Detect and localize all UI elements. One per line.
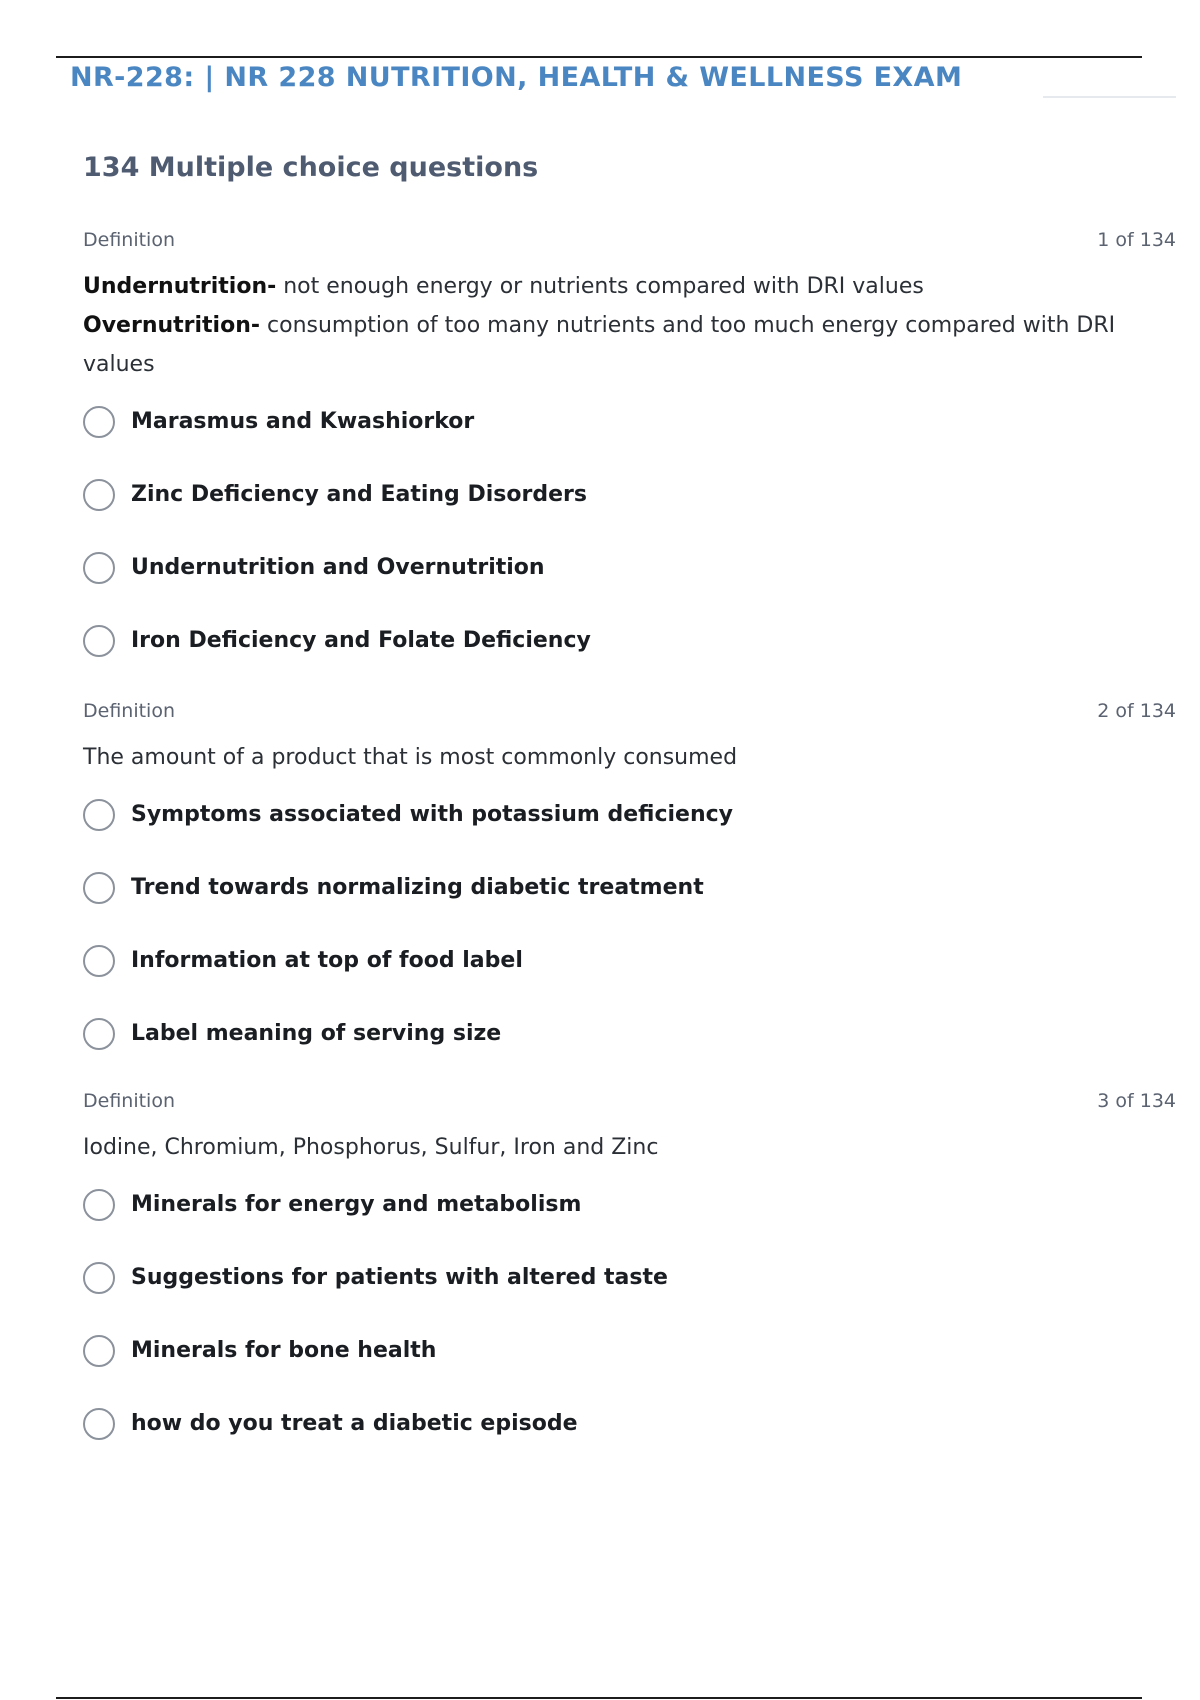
answer-option-label: Marasmus and Kwashiorkor bbox=[131, 409, 475, 434]
answer-option[interactable] bbox=[83, 404, 1176, 477]
radio-button[interactable] bbox=[83, 552, 115, 584]
question-header bbox=[83, 700, 1176, 726]
answer-option-label: Trend towards normalizing diabetic treatment bbox=[131, 875, 704, 900]
question-counter: 1 of 134 bbox=[1097, 229, 1176, 251]
answer-option-label: Suggestions for patients with altered taste bbox=[131, 1265, 668, 1290]
radio-button[interactable] bbox=[83, 1262, 115, 1294]
prompt-line bbox=[83, 267, 1176, 306]
prompt-text: not enough energy or nutrients compared with DRI values bbox=[276, 274, 924, 299]
top-divider-faint bbox=[1043, 96, 1176, 98]
question-prompt bbox=[83, 267, 1176, 384]
answer-option[interactable] bbox=[83, 943, 1176, 1016]
radio-button[interactable] bbox=[83, 799, 115, 831]
question-type-label: Definition bbox=[83, 229, 176, 251]
radio-button[interactable] bbox=[83, 945, 115, 977]
document-title: NR-228: | NR 228 NUTRITION, HEALTH & WELLNESS EXAM bbox=[70, 62, 963, 93]
radio-button[interactable] bbox=[83, 406, 115, 438]
question-prompt bbox=[83, 1128, 1176, 1167]
answer-options bbox=[83, 797, 1176, 1089]
prompt-term: Overnutrition- bbox=[83, 313, 261, 338]
answer-options bbox=[83, 1187, 1176, 1479]
question-card bbox=[83, 229, 1176, 696]
answer-option[interactable] bbox=[83, 1187, 1176, 1260]
answer-option[interactable] bbox=[83, 1406, 1176, 1479]
answer-option-label: Symptoms associated with potassium deficiency bbox=[131, 802, 734, 827]
radio-button[interactable] bbox=[83, 479, 115, 511]
answer-option-label: Label meaning of serving size bbox=[131, 1021, 502, 1046]
answer-option-label: Iron Deficiency and Folate Deficiency bbox=[131, 628, 591, 653]
prompt-line bbox=[83, 1128, 1176, 1167]
answer-option[interactable] bbox=[83, 870, 1176, 943]
prompt-text: Iodine, Chromium, Phosphorus, Sulfur, Iron and Zinc bbox=[83, 1135, 659, 1160]
answer-options bbox=[83, 404, 1176, 696]
answer-option-label: how do you treat a diabetic episode bbox=[131, 1411, 578, 1436]
radio-button[interactable] bbox=[83, 1018, 115, 1050]
answer-option-label: Zinc Deficiency and Eating Disorders bbox=[131, 482, 587, 507]
question-card bbox=[83, 1090, 1176, 1479]
answer-option-label: Undernutrition and Overnutrition bbox=[131, 555, 545, 580]
question-header bbox=[83, 1090, 1176, 1116]
answer-option-label: Information at top of food label bbox=[131, 948, 523, 973]
top-divider bbox=[56, 56, 1142, 58]
question-header bbox=[83, 229, 1176, 255]
prompt-line bbox=[83, 306, 1176, 384]
question-prompt bbox=[83, 738, 1176, 777]
answer-option[interactable] bbox=[83, 1016, 1176, 1089]
radio-button[interactable] bbox=[83, 625, 115, 657]
radio-button[interactable] bbox=[83, 1189, 115, 1221]
answer-option[interactable] bbox=[83, 623, 1176, 696]
prompt-text: The amount of a product that is most commonly consumed bbox=[83, 745, 738, 770]
answer-option[interactable] bbox=[83, 550, 1176, 623]
prompt-term: Undernutrition- bbox=[83, 274, 277, 299]
question-counter: 2 of 134 bbox=[1097, 700, 1176, 722]
question-count-heading: 134 Multiple choice questions bbox=[83, 152, 539, 183]
answer-option[interactable] bbox=[83, 797, 1176, 870]
radio-button[interactable] bbox=[83, 872, 115, 904]
answer-option-label: Minerals for bone health bbox=[131, 1338, 437, 1363]
bottom-divider bbox=[56, 1697, 1142, 1699]
prompt-text: consumption of too many nutrients and too much energy compared with DRI values bbox=[83, 313, 1116, 377]
question-counter: 3 of 134 bbox=[1097, 1090, 1176, 1112]
radio-button[interactable] bbox=[83, 1335, 115, 1367]
question-card bbox=[83, 700, 1176, 1089]
answer-option[interactable] bbox=[83, 1260, 1176, 1333]
question-type-label: Definition bbox=[83, 1090, 176, 1112]
answer-option[interactable] bbox=[83, 477, 1176, 550]
radio-button[interactable] bbox=[83, 1408, 115, 1440]
answer-option[interactable] bbox=[83, 1333, 1176, 1406]
answer-option-label: Minerals for energy and metabolism bbox=[131, 1192, 582, 1217]
question-type-label: Definition bbox=[83, 700, 176, 722]
prompt-line bbox=[83, 738, 1176, 777]
